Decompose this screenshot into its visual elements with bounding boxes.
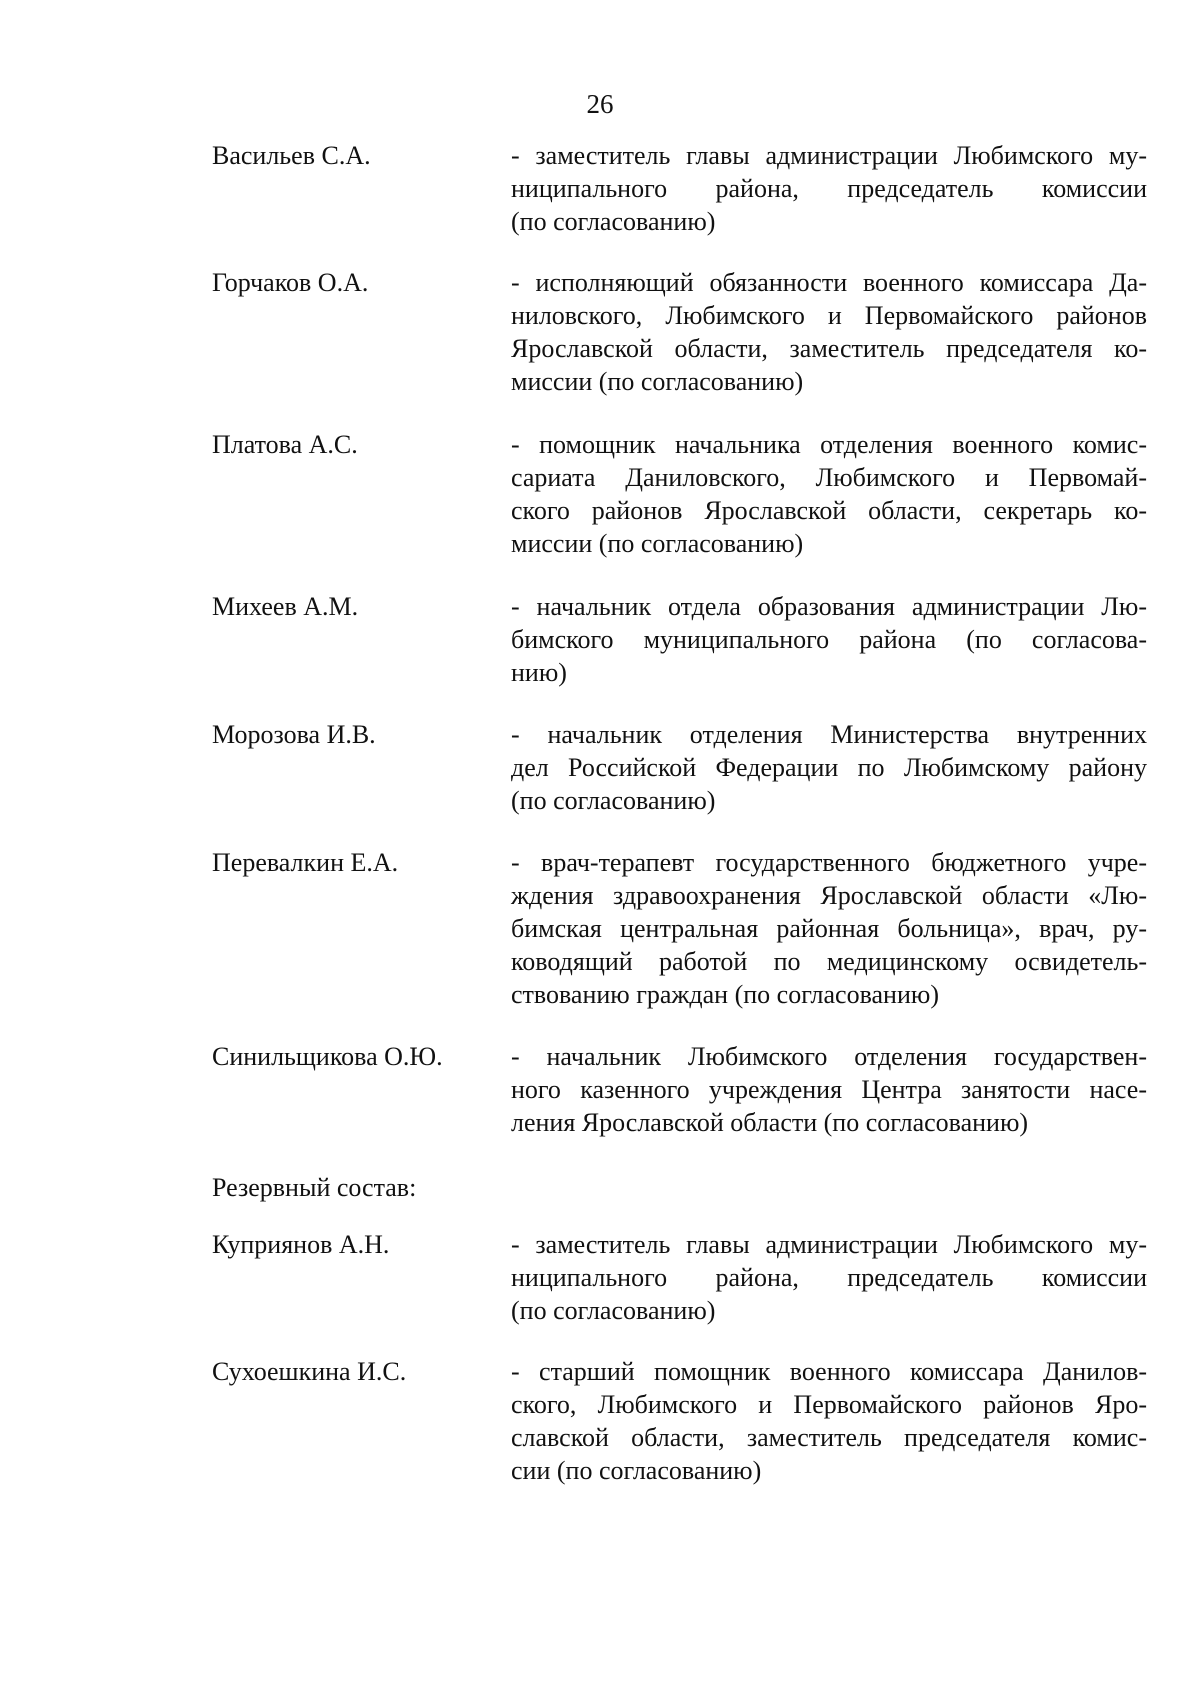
role-line: ского районов Ярославской области, секретарь ко-	[511, 496, 1147, 525]
member-role	[511, 1355, 1147, 1487]
member-name: Михеев А.М.	[212, 592, 359, 621]
role-line: Ярославской области, заместитель председателя ко-	[511, 334, 1147, 363]
member-role	[511, 266, 1147, 398]
member-name: Горчаков О.А.	[212, 268, 369, 297]
role-line: ководящий работой по медицинскому освидетель-	[511, 947, 1147, 976]
member-role	[511, 1228, 1147, 1327]
member-name: Перевалкин Е.А.	[212, 848, 399, 877]
member-role	[511, 718, 1147, 817]
role-line: - начальник Любимского отделения государствен-	[511, 1042, 1147, 1071]
role-line: - заместитель главы администрации Любимского му-	[511, 141, 1147, 170]
member-role	[511, 1040, 1147, 1139]
member-role	[511, 139, 1147, 238]
member-name: Платова А.С.	[212, 430, 358, 459]
role-line: ниципального района, председатель комиссии	[511, 174, 1147, 203]
member-name: Куприянов А.Н.	[212, 1230, 390, 1259]
role-line: ления Ярославской области (по согласованию)	[511, 1108, 1029, 1137]
member-role	[511, 590, 1147, 689]
role-line: - начальник отделения Министерства внутренних	[511, 720, 1147, 749]
role-line: миссии (по согласованию)	[511, 367, 804, 396]
role-line: бимского муниципального района (по согласова-	[511, 625, 1147, 654]
member-name: Сухоешкина И.С.	[212, 1357, 407, 1386]
role-line: сариата Даниловского, Любимского и Первомай-	[511, 463, 1147, 492]
role-line: дел Российской Федерации по Любимскому району	[511, 753, 1147, 782]
role-line: - помощник начальника отделения военного комис-	[511, 430, 1147, 459]
page-number: 26	[586, 89, 614, 119]
role-line: - старший помощник военного комиссара Данилов-	[511, 1357, 1147, 1386]
role-line: - начальник отдела образования администрации Лю-	[511, 592, 1147, 621]
role-line: ствованию граждан (по согласованию)	[511, 980, 939, 1009]
member-role	[511, 846, 1147, 1011]
role-line: - исполняющий обязанности военного комиссара Да-	[511, 268, 1147, 297]
reserve-heading: Резервный состав:	[212, 1173, 417, 1202]
role-line: (по согласованию)	[511, 786, 716, 815]
member-name: Морозова И.В.	[212, 720, 376, 749]
member-name: Синильщикова О.Ю.	[212, 1042, 443, 1071]
role-line: ского, Любимского и Первомайского районов Яро-	[511, 1390, 1147, 1419]
role-line: миссии (по согласованию)	[511, 529, 804, 558]
role-line: сии (по согласованию)	[511, 1456, 762, 1485]
role-line: - врач-терапевт государственного бюджетного учре-	[511, 848, 1147, 877]
role-line: нию)	[511, 658, 567, 687]
role-line: (по согласованию)	[511, 1296, 716, 1325]
member-role	[511, 428, 1147, 560]
role-line: ждения здравоохранения Ярославской области «Лю-	[511, 881, 1147, 910]
role-line: бимская центральная районная больница», врач, ру-	[511, 914, 1147, 943]
role-line: славской области, заместитель председателя комис-	[511, 1423, 1147, 1452]
role-line: ного казенного учреждения Центра занятости насе-	[511, 1075, 1147, 1104]
role-line: ниципального района, председатель комиссии	[511, 1263, 1147, 1292]
role-line: (по согласованию)	[511, 207, 716, 236]
role-line: ниловского, Любимского и Первомайского районов	[511, 301, 1147, 330]
role-line: - заместитель главы администрации Любимского му-	[511, 1230, 1147, 1259]
member-name: Васильев С.А.	[212, 141, 371, 170]
